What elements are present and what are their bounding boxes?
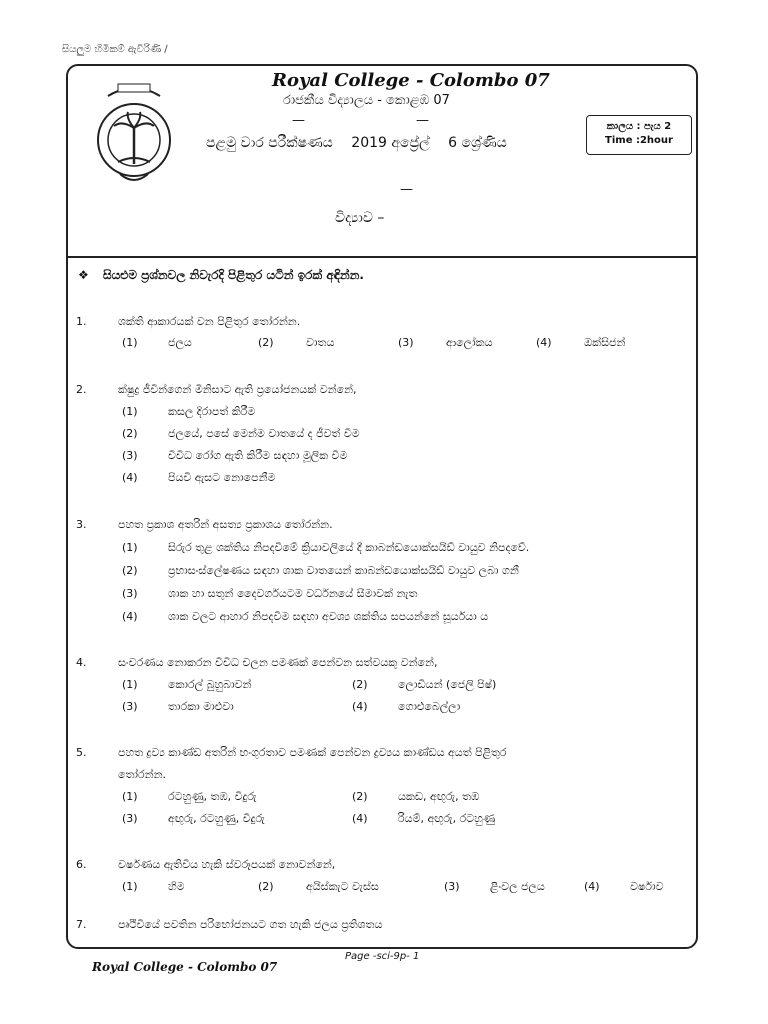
- subject-title: විද්‍යාව –: [335, 210, 385, 226]
- option-number: (3): [122, 587, 138, 600]
- exam-term: පළමු වාර පරීක්ෂණය: [206, 135, 333, 151]
- option-text: යකඩ, අඟුරු, තඹ: [398, 790, 480, 803]
- school-name-sinhala: රාජකීය විද්‍යාලය - කොළඹ 07: [283, 93, 450, 108]
- paper-frame: [66, 64, 698, 949]
- school-name-english: Royal College - Colombo 07: [272, 70, 550, 91]
- school-crest-icon: [88, 78, 180, 186]
- exam-details: [206, 135, 521, 151]
- option-text: අඟුරු, රටහුණු, වීදුරු: [168, 812, 265, 825]
- option-text: ශාක හා සතුන් දෛවර්ගයටම වර්ධනයේ සීමාවක් නැත: [168, 587, 418, 600]
- option-number: (2): [352, 678, 368, 691]
- question-text: පෘථිවියේ පවතින පරිභෝජනයට ගත හැකි ජලය ප්‍රතිශතය: [118, 918, 383, 931]
- option-text: සිරුර තුළ ශක්තිය නිපදවීමේ ක්‍රියාවලියේ දී කාබන්ඩයොක්සයිඩ් වායුව නිපදවේ.: [168, 541, 530, 554]
- time-english: Time :2hour: [605, 135, 673, 146]
- option-number: (4): [584, 880, 600, 893]
- option-number: (3): [122, 700, 138, 713]
- option-text: තාරකා මාළුවා: [168, 700, 234, 713]
- option-text: හිම: [168, 880, 185, 893]
- option-number: (2): [258, 880, 274, 893]
- copyright-note: සියලුම හිමිකම් ඇවිරිණි ∕: [62, 44, 168, 55]
- question-number: 1.: [76, 315, 87, 328]
- question-number: 3.: [76, 518, 87, 531]
- option-number: (2): [258, 336, 274, 349]
- option-number: (1): [122, 541, 138, 554]
- title-dash-left: —: [292, 113, 305, 128]
- option-text: ප්‍රභාසංස්ලේෂණය සඳහා ශාක වාතයෙන් කාබන්ඩයොක්සයිඩ් වායුව ලබා ගනී: [168, 564, 519, 577]
- question-text: වර්ෂණය ඇතිවිය හැකි ස්වරූපයක් නොවන්නේ,: [118, 858, 336, 871]
- option-text: පියවි ඇසට නොපෙනීම: [168, 471, 276, 484]
- option-number: (4): [122, 471, 138, 484]
- option-text: ජලයේ, පසේ මෙන්ම වාතයේ ද ජීවත් වීම: [168, 427, 360, 440]
- option-number: (1): [122, 678, 138, 691]
- footer-page-label: Page -sci-9p- 1: [345, 951, 420, 962]
- exam-grade: 6 ශ්‍රේණිය: [448, 135, 507, 151]
- option-text: අයිස්කැට වැස්ස: [306, 880, 379, 893]
- option-number: (3): [398, 336, 414, 349]
- question-text: ක්ෂුද්‍ර ජීවීන්ගෙන් මිනිසාට ඇති ප්‍රයෝජනයක් වන්නේ,: [118, 383, 357, 396]
- option-number: (1): [122, 790, 138, 803]
- option-number: (4): [352, 700, 368, 713]
- option-number: (2): [122, 427, 138, 440]
- question-text: සංචරණය නොකරන විවිධ චලන පමණක් පෙන්වන සත්වයකු වන්නේ,: [118, 656, 438, 669]
- question-number: 6.: [76, 858, 87, 871]
- option-number: (1): [122, 336, 138, 349]
- option-number: (4): [122, 610, 138, 623]
- question-text: පහත ද්‍රව්‍ය කාණ්ඩ අතරින් භංගුරතාව පමණක් පෙන්වන ද්‍රව්‍යය කාණ්ඩය අයත් පිළිතුර: [118, 746, 507, 759]
- option-text: විවිධ රෝග ඇති කිරීම සඳහා මූලික වීම: [168, 449, 348, 462]
- option-text: වාතය: [306, 336, 335, 349]
- question-number: 2.: [76, 383, 87, 396]
- option-text: ළිංවල ජලය: [490, 880, 545, 893]
- option-number: (3): [122, 812, 138, 825]
- time-box: [586, 115, 692, 155]
- instruction-text: සියළුම ප්‍රශ්නවල නිවැරදි පිළිතුර යටින් ඉරක් අඳින්න.: [102, 268, 364, 282]
- option-number: (1): [122, 880, 138, 893]
- option-text: රියම්, අඟුරු, රටහුණු: [398, 812, 496, 825]
- header-divider: [66, 256, 698, 258]
- option-number: (2): [352, 790, 368, 803]
- option-number: (4): [352, 812, 368, 825]
- option-number: (4): [536, 336, 552, 349]
- time-sinhala: කාලය : පැය 2: [606, 121, 672, 132]
- option-text: ගොළුබෙල්ලා: [398, 700, 461, 713]
- diamond-bullet-icon: ❖: [78, 268, 89, 282]
- option-text: ඔක්සිජන්: [584, 336, 626, 349]
- title-dash-right: —: [416, 113, 429, 128]
- question-text-continued: තෝරන්න.: [118, 768, 167, 781]
- exam-date: 2019 අප්‍රේල්: [351, 135, 430, 151]
- footer-school-name: Royal College - Colombo 07: [92, 960, 278, 974]
- option-number: (1): [122, 405, 138, 418]
- option-number: (2): [122, 564, 138, 577]
- option-text: කසල දිරාපත් කිරීම: [168, 405, 256, 418]
- question-text: පහත ප්‍රකාශ අතරින් අසත්‍ය ප්‍රකාශය තෝරන්න.: [118, 518, 333, 531]
- option-text: ආලෝකය: [446, 336, 493, 349]
- option-text: රටහුණු, තඹ, වීදුරු: [168, 790, 257, 803]
- question-number: 5.: [76, 746, 87, 759]
- option-text: ශාක වලට ආහාර නිපදවීම සඳහා අවශ්‍ය ශක්තිය සපයන්නේ සූර්යයා ය: [168, 610, 489, 623]
- question-number: 7.: [76, 918, 87, 931]
- instruction: [78, 268, 364, 283]
- option-text: ජලය: [168, 336, 192, 349]
- option-number: (3): [122, 449, 138, 462]
- question-text: ශක්ති ආකාරයක් වන පිළිතුර තෝරන්න.: [118, 315, 301, 328]
- option-text: ලොඩියන් (ජෙලි පිෂ්): [398, 678, 497, 691]
- option-text: වර්ෂාව: [630, 880, 664, 893]
- option-text: කොරල් බුහුබාවන්: [168, 678, 252, 691]
- subject-dash: —: [400, 182, 413, 197]
- option-number: (3): [444, 880, 460, 893]
- question-number: 4.: [76, 656, 87, 669]
